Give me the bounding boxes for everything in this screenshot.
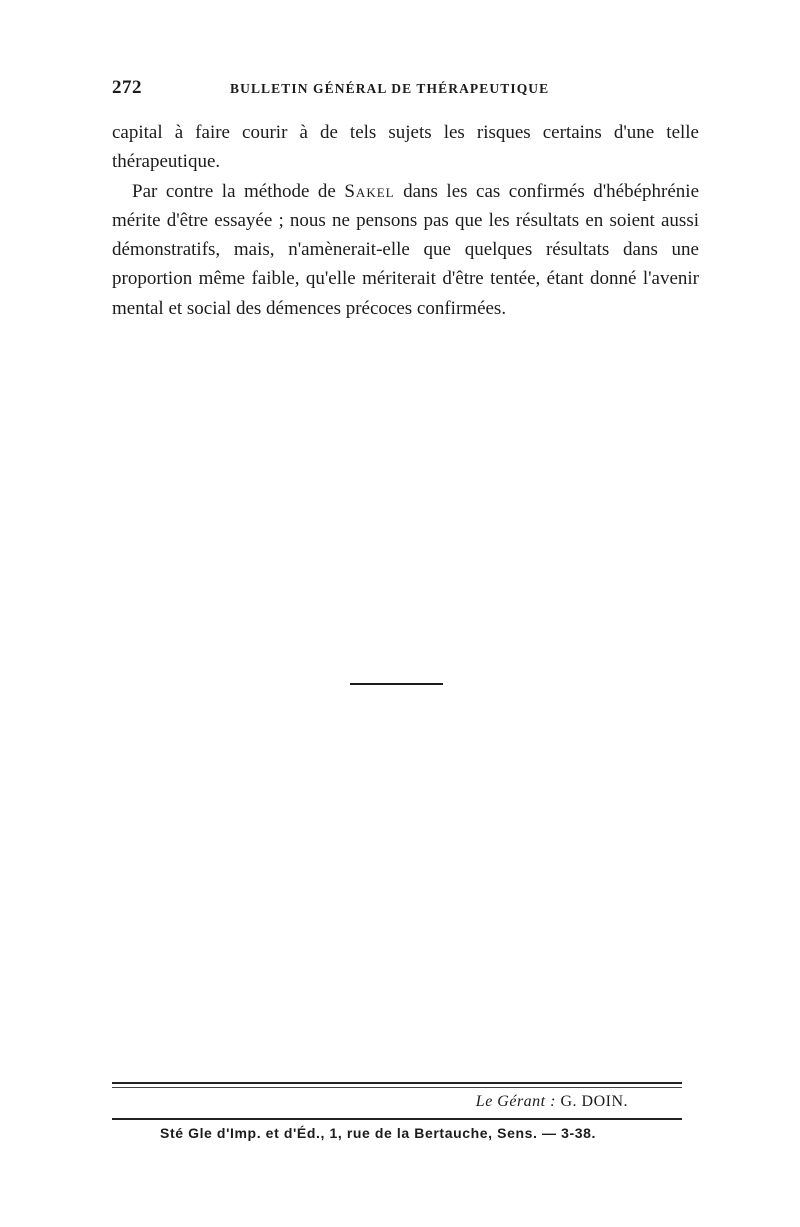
journal-title: BULLETIN GÉNÉRAL DE THÉRAPEUTIQUE xyxy=(230,81,550,96)
running-head xyxy=(112,77,672,101)
printer-imprint: Sté Gle d'Imp. et d'Éd., 1, rue de la Bertauche, Sens. — 3-38. xyxy=(160,1125,596,1141)
footer-rule xyxy=(112,1118,682,1120)
gerant-line xyxy=(476,1093,628,1111)
paragraph-text: dans les cas confirmés d'hébéphrénie mérite d'être essayée ; nous ne pensons pas que les résultats en soient aussi démonstratifs, mais, n'amènerait-elle que quelques résultats dans une proportion même faible, qu'elle mériterait d'être tentée, étant donné l'avenir mental et social des démences précoces confirmées. xyxy=(112,180,699,319)
end-of-article-rule xyxy=(350,683,443,685)
gerant-label: Le Gérant : xyxy=(475,1093,556,1110)
paragraph xyxy=(112,177,699,323)
page-number: 272 xyxy=(112,77,142,98)
footer-rule xyxy=(112,1082,682,1084)
footer-rule xyxy=(112,1087,682,1088)
author-name: Sakel xyxy=(344,180,395,202)
paragraph-text: Par contre la méthode de xyxy=(132,180,345,202)
paragraph: capital à faire courir à de tels sujets les risques certains d'une telle thérapeutique. xyxy=(112,122,699,173)
gerant-name: G. DOIN. xyxy=(560,1093,628,1110)
body-text xyxy=(112,118,699,323)
